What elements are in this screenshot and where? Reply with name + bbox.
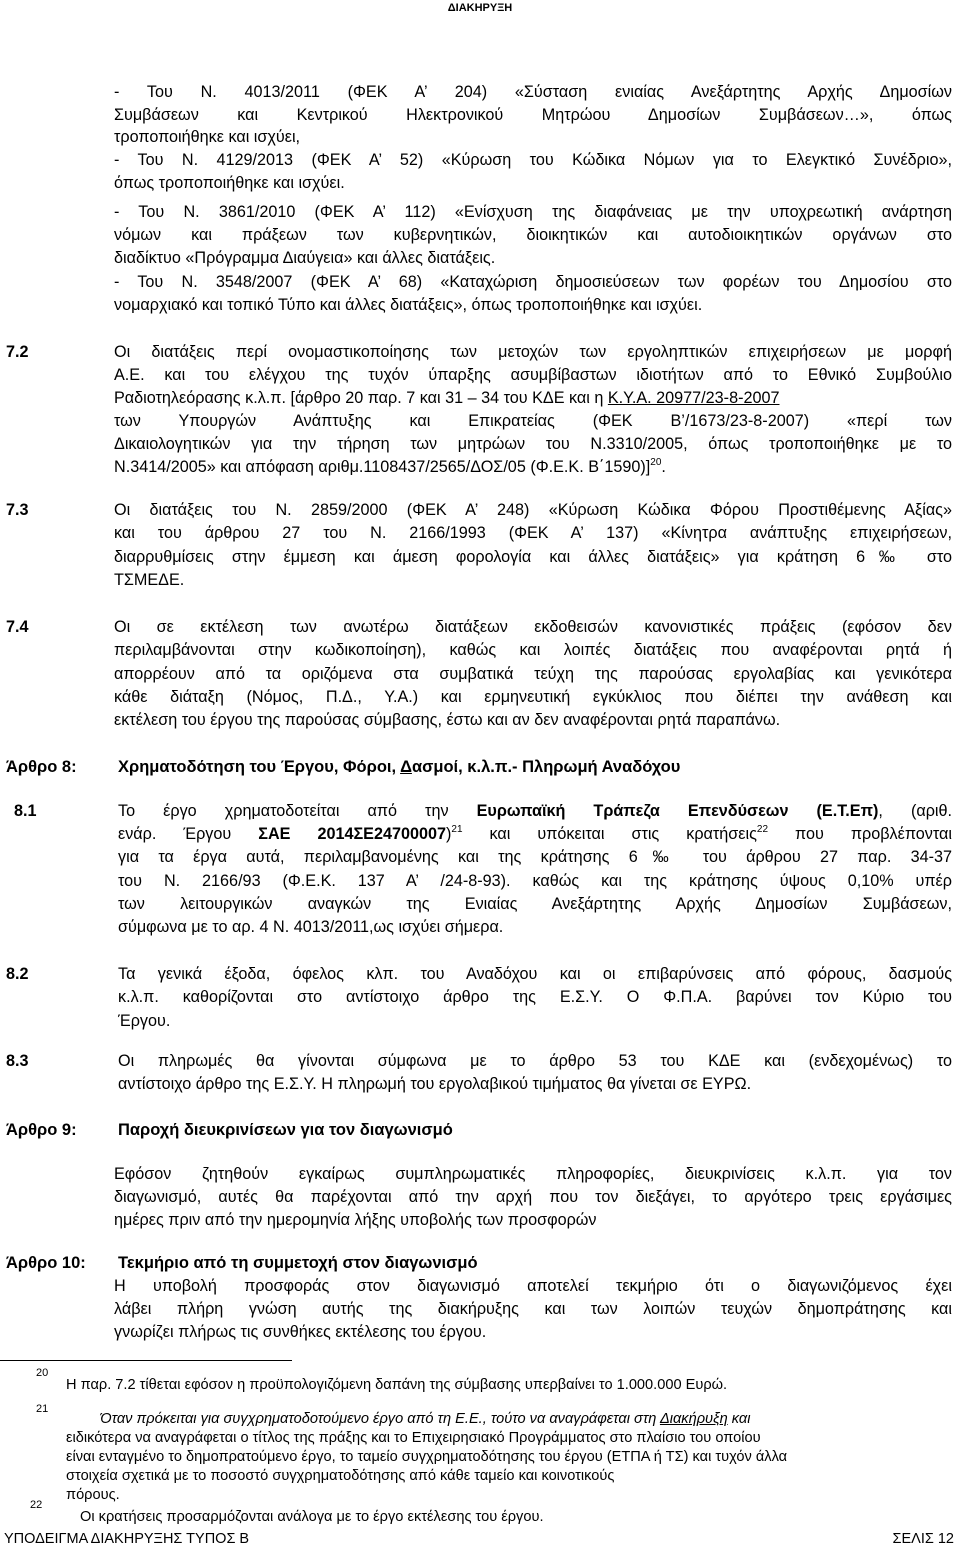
- text-span: Χρηματοδότηση του Έργου, Φόροι,: [118, 758, 401, 776]
- text-span: Δ: [400, 758, 412, 776]
- text-line: Οι σε εκτέλεση των ανωτέρω διατάξεων εκδοθεισών κανονιστικές πράξεις (εφόσον δεν: [114, 618, 952, 636]
- text-line: [114, 457, 666, 477]
- text-line: των Υπουργών Ανάπτυξης και Επικρατείας (ΦΕΚ Β’/1673/23-8-2007) «περί των: [114, 412, 952, 430]
- text-span: Ν.3414/2005» και απόφαση αριθμ.1108437/2565/ΔΟΣ/05 (Φ.Ε.Κ. Β΄1590)]: [114, 458, 651, 476]
- text-line: λάβει πλήρη γνώση αυτής της διακήρυξης και των λοιπών τευχών δημοπράτησης και: [114, 1300, 952, 1318]
- section-number: 8.3: [6, 1052, 29, 1070]
- text-line: εκτέλεση του έργου της παρούσας σύμβασης, έστω και αν δεν αναφέρονται ρητά παραπάνω.: [114, 711, 781, 729]
- text-line: σύμφωνα με το αρ. 4 Ν. 4013/2011,ως ισχύει σήμερα.: [118, 918, 504, 936]
- section-number: 7.2: [6, 343, 29, 361]
- text-span: Διακήρυξη: [659, 1411, 728, 1427]
- text-line: για τα έργα αυτά, περιλαμβανομένης και της κράτησης 6‰ του άρθρου 27 παρ. 34-37: [118, 848, 952, 866]
- article-label: Άρθρο 9:: [6, 1121, 77, 1139]
- section-number: 7.3: [6, 501, 29, 519]
- text-line: Εφόσον ζητηθούν εγκαίρως συμπληρωματικές πληροφορίες, διευκρινίσεις κ.λ.π. για τον: [114, 1165, 952, 1183]
- text-span: .: [661, 458, 666, 476]
- text-line: όπως τροποποιήθηκε και ισχύει.: [114, 174, 345, 192]
- footer-page-number: ΣΕΛΙΣ 12: [892, 1531, 954, 1547]
- text-line: γνωρίζει πλήρως τις συνθήκες εκτέλεσης του έργου.: [114, 1323, 487, 1341]
- text-line: περιλαμβάνονται στην κωδικοποίηση), καθώς και λοιπές διατάξεις που αναφέρονται ρητά ή: [114, 641, 952, 659]
- text-span: Όταν πρόκειται για συγχρηματοδοτούμενο έργο από τη Ε.Ε., τούτο να αναγράφεται στη: [100, 1411, 660, 1427]
- footnote-number: 21: [36, 1403, 49, 1415]
- footnote-ref: 21: [451, 824, 463, 835]
- footer-left: ΥΠΟΔΕΙΓΜΑ ΔΙΑΚΗΡΥΞΗΣ ΤΥΠΟΣ Β: [4, 1531, 250, 1547]
- text-line: [118, 824, 952, 844]
- text-line: Δικαιολογητικών για την τήρηση των μητρώων του Ν.3310/2005, όπως τροποποιήθηκε με το: [114, 435, 952, 453]
- text-line: αντίστοιχο άρθρο της Ε.Σ.Υ. Η πληρωμή του εργολαβικού τιμήματος θα γίνεται σε ΕΥΡΩ.: [118, 1075, 752, 1093]
- footnote-ref: 22: [756, 824, 769, 835]
- text-line: και του άρθρου 27 του Ν. 2166/1993 (ΦΕΚ Α’ 137) «Κίνητρα ανάπτυξης επιχειρήσεων,: [114, 524, 952, 542]
- text-line: διαδίκτυο «Πρόγραμμα Διαύγεια» και άλλες διατάξεις.: [114, 249, 496, 267]
- text-span: ενάρ. Έργου: [118, 825, 259, 843]
- text-span: που προβλέπονται: [768, 825, 952, 843]
- article-label: Άρθρο 10:: [6, 1254, 86, 1272]
- article-label: Άρθρο 8:: [6, 758, 77, 776]
- footnote-text: είναι ενταγμένο το δημοπρατούμενο έργο, το ταμείο συγχρηματοδότησης του έργου (ΕΤΠΑ ή ΤΣ) και τυχόν άλλα: [66, 1449, 788, 1465]
- footnote-number: 20: [36, 1367, 49, 1379]
- text-line: Συμβάσεων και Κεντρικού Ηλεκτρονικού Μητρώου Δημοσίων Συμβάσεων…», όπως: [114, 106, 952, 124]
- text-line: ΤΣΜΕΔΕ.: [114, 571, 185, 589]
- text-line: των λειτουργικών αναγκών της Ενιαίας Ανεξάρτητης Αρχής Δημοσίων Συμβάσεων,: [118, 895, 952, 913]
- text-span: και υπόκειται στις κρατήσεις: [462, 825, 757, 843]
- article-title: Παροχή διευκρινίσεων για τον διαγωνισμό: [118, 1121, 453, 1139]
- section-number: 8.2: [6, 965, 29, 983]
- footnote-text: ειδικότερα να αναγράφεται ο τίτλος της πράξης και το Επιχειρησιακό Προγράμματος στο πλαίσιο του οποίου: [66, 1430, 761, 1446]
- text-span: Το έργο χρηματοδοτείται από την: [118, 802, 477, 820]
- text-line: του Ν. 2166/93 (Φ.Ε.Κ. 137 Α’ /24-8-93). καθώς και της κράτησης ύψους 0,10% υπέρ: [118, 872, 952, 890]
- text-line: [114, 388, 779, 408]
- section-number: 7.4: [6, 618, 29, 636]
- bank-name: Ευρωπαϊκή Τράπεζα Επενδύσεων (Ε.Τ.Επ): [476, 802, 879, 820]
- text-span: Ραδιοτηλεόρασης κ.λ.π. [άρθρο 20 παρ. 7 και 31 – 34 του ΚΔΕ και η: [114, 389, 608, 407]
- text-line: τροποποιήθηκε και ισχύει,: [114, 128, 301, 146]
- text-line: νομαρχιακό και τοπικό Τύπο και άλλες διατάξεις», όπως τροποποιήθηκε και ισχύει.: [114, 296, 703, 314]
- kya-link-text: Κ.Υ.Α. 20977/23-8-2007: [607, 389, 780, 407]
- text-line: Έργου.: [118, 1012, 171, 1030]
- article-title: [118, 757, 680, 777]
- footnote-separator: [0, 1360, 292, 1361]
- text-line: διαγωνισμό, αυτές θα παρέχονται από την αρχή που τον διεξάγει, το αργότερο τρεις εργάσιμες: [114, 1188, 952, 1206]
- text-span: , (αριθ.: [878, 802, 952, 820]
- text-line: διαρρυθμίσεις στην έμμεση και άμεση φορολογία και άλλες διατάξεις» για κράτηση 6‰ στο: [114, 548, 952, 566]
- text-line: νόμων και πράξεων των κυβερνητικών, διοικητικών και αυτοδιοικητικών οργάνων στο: [114, 226, 952, 244]
- text-span: ): [446, 825, 452, 843]
- article-title: Τεκμήριο από τη συμμετοχή στον διαγωνισμό: [118, 1254, 478, 1272]
- text-line: κ.λ.π. καθορίζονται στο αντίστοιχο άρθρο της Ε.Σ.Υ. Ο Φ.Π.Α. βαρύνει τον Κύριο του: [118, 988, 952, 1006]
- footnote-number: 22: [30, 1499, 43, 1511]
- text-span: ασμοί, κ.λ.π.- Πληρωμή Αναδόχου: [411, 758, 681, 776]
- footnote-text: πόρους.: [66, 1487, 120, 1503]
- text-line: κάθε διάταξη (Νόμος, Π.Δ., Υ.Α.) και ερμηνευτική εγκύκλιος που διέπει την ανάθεση και: [114, 688, 952, 706]
- footnote-text: Η παρ. 7.2 τίθεται εφόσον η προϋπολογιζόμενη δαπάνη της σύμβασης υπερβαίνει το 1.000.000 Ευρώ.: [66, 1377, 728, 1393]
- text-line: Η υποβολή προσφοράς στον διαγωνισμό αποτελεί τεκμήριο ότι ο διαγωνιζόμενος έχει: [114, 1277, 952, 1295]
- page-header-title: ΔΙΑΚΗΡΥΞΗ: [447, 2, 513, 14]
- text-line: - Του Ν. 3861/2010 (ΦΕΚ Α’ 112) «Ενίσχυση της διαφάνειας με την υποχρεωτική ανάρτηση: [114, 203, 952, 221]
- footnote-text: Οι κρατήσεις προσαρμόζονται ανάλογα με το έργο εκτέλεσης του έργου.: [80, 1509, 544, 1525]
- text-line: ημέρες πριν από την ημερομηνία λήξης υποβολής των προσφορών: [114, 1211, 597, 1229]
- text-line: - Του Ν. 3548/2007 (ΦΕΚ Α’ 68) «Καταχώριση δημοσιεύσεων των φορέων του Δημοσίου στο: [114, 273, 952, 291]
- text-line: Τα γενικά έξοδα, όφελος κλπ. του Αναδόχου και οι επιβαρύνσεις από φόρους, δασμούς: [118, 965, 952, 983]
- text-line: [118, 801, 952, 821]
- text-line: - Του Ν. 4013/2011 (ΦΕΚ Α’ 204) «Σύσταση ενιαίας Ανεξάρτητης Αρχής Δημοσίων: [114, 83, 952, 101]
- footnote-ref: 20: [650, 457, 662, 468]
- section-number: 8.1: [14, 802, 37, 820]
- project-code: ΣΑΕ 2014ΣΕ24700007: [258, 825, 447, 843]
- text-line: Οι διατάξεις περί ονομαστικοποίησης των μετοχών των εργοληπτικών επιχειρήσεων με μορφή: [114, 343, 952, 361]
- text-span: και: [727, 1411, 751, 1427]
- footnote-text: στοιχεία σχετικά με το ποσοστό συγχρηματοδότησης από κάθε ταμείο και κοινοτικούς: [66, 1468, 615, 1484]
- text-line: - Του Ν. 4129/2013 (ΦΕΚ Α’ 52) «Κύρωση του Κώδικα Νόμων για το Ελεγκτικό Συνέδριο»,: [114, 151, 952, 169]
- footnote-text: [100, 1410, 750, 1428]
- text-line: Α.Ε. και του ελέγχου της τυχόν ύπαρξης ασυμβίβαστων ιδιοτήτων από το Εθνικό Συμβούλιο: [114, 366, 952, 384]
- text-line: απορρέουν από τα οριζόμενα στα συμβατικά τεύχη της παρούσας εργολαβίας και γενικότερα: [114, 665, 952, 683]
- text-line: Οι διατάξεις του Ν. 2859/2000 (ΦΕΚ Α’ 248) «Κύρωση Κώδικα Φόρου Προστιθέμενης Αξίας»: [114, 501, 952, 519]
- text-line: Οι πληρωμές θα γίνονται σύμφωνα με το άρθρο 53 του ΚΔΕ και (ενδεχομένως) το: [118, 1052, 952, 1070]
